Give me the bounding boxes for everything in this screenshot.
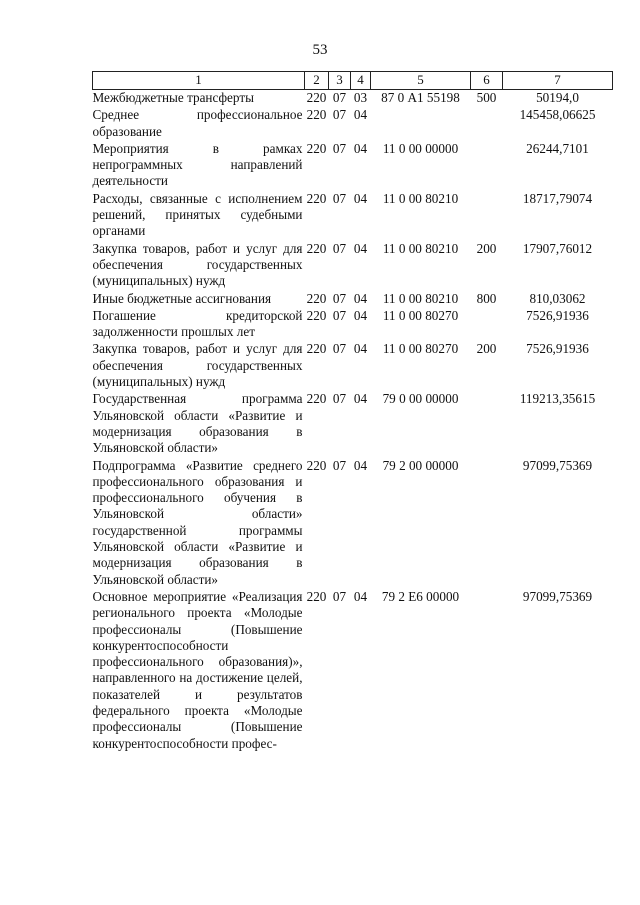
row-expense-type: 500 (476, 90, 497, 105)
row-target-article: 11 0 00 80210 (382, 240, 459, 256)
row-amount: 7526,91936 (526, 307, 589, 323)
table-row (93, 291, 613, 308)
row-ministry-code: 220 (306, 290, 327, 306)
row-subsection-code: 04 (353, 140, 368, 156)
row-expense-type: 800 (476, 290, 497, 306)
header-col-6: 6 (471, 72, 503, 90)
row-ministry-code: 220 (306, 190, 327, 206)
row-amount: 17907,76012 (522, 240, 593, 256)
row-subsection-code: 03 (353, 90, 368, 105)
row-ministry-code: 220 (306, 107, 327, 123)
row-amount: 26244,7101 (526, 140, 589, 156)
header-col-5: 5 (371, 72, 471, 90)
row-amount: 119213,35615 (519, 391, 596, 407)
row-target-article: 79 0 00 00000 (382, 391, 459, 407)
row-name: Среднее профессиональное образование (92, 107, 303, 139)
row-expense-type: 200 (476, 341, 497, 357)
row-target-article: 79 2 Е6 00000 (381, 588, 460, 604)
row-section-code: 07 (332, 457, 347, 473)
row-target-article (371, 107, 471, 141)
row-amount: 7526,91936 (526, 341, 589, 357)
header-col-7: 7 (503, 72, 613, 90)
row-name: Закупка товаров, работ и услуг для обеспечения государственных (муниципальных) нужд (92, 240, 303, 289)
header-col-4: 4 (351, 72, 371, 90)
page-number: 53 (312, 42, 328, 58)
table-row (93, 241, 613, 291)
row-expense-type (471, 458, 503, 589)
row-expense-type (471, 391, 503, 457)
row-subsection-code: 04 (353, 457, 368, 473)
row-subsection-code: 04 (353, 190, 368, 206)
row-section-code: 07 (332, 107, 347, 123)
table-row (93, 458, 613, 589)
row-name: Подпрограмма «Развитие среднего профессионального образования и профессионального обучения в Ульяновской области» государственной программы Ульяновской области «Развитие и модернизация образования в Ульяновской области» (92, 457, 303, 587)
row-expense-type: 200 (476, 240, 497, 256)
row-section-code: 07 (332, 307, 347, 323)
row-ministry-code: 220 (306, 307, 327, 323)
row-section-code: 07 (332, 140, 347, 156)
table-row (93, 308, 613, 342)
row-section-code: 07 (332, 588, 347, 604)
row-section-code: 07 (332, 240, 347, 256)
row-expense-type (471, 107, 503, 141)
row-subsection-code: 04 (353, 290, 368, 306)
row-section-code: 07 (332, 90, 347, 105)
row-ministry-code: 220 (306, 457, 327, 473)
row-section-code: 07 (332, 290, 347, 306)
header-col-1: 1 (93, 72, 305, 90)
row-ministry-code: 220 (306, 391, 327, 407)
row-section-code: 07 (332, 341, 347, 357)
table-row (93, 589, 613, 753)
row-subsection-code: 04 (353, 240, 368, 256)
header-col-2: 2 (305, 72, 329, 90)
row-name: Основное мероприятие «Реализация регионального проекта «Молодые профессионалы (Повышение конкурентоспособности профессионального образования)», направленного на достижение целей, показателей и результатов федерального проекта «Молодые профессионалы (Повышение конкурентоспособности профес- (92, 588, 303, 751)
table-row (93, 90, 613, 108)
row-expense-type (471, 308, 503, 342)
row-target-article: 87 0 А1 55198 (381, 90, 460, 105)
row-section-code: 07 (332, 391, 347, 407)
row-name: Погашение кредиторской задолженности прошлых лет (92, 307, 303, 340)
row-name: Расходы, связанные с исполнением решений, принятых судебными органами (92, 190, 303, 239)
table-row (93, 141, 613, 191)
row-ministry-code: 220 (306, 240, 327, 256)
row-amount: 97099,75369 (522, 588, 593, 604)
row-ministry-code: 220 (306, 341, 327, 357)
row-amount: 18717,79074 (522, 190, 593, 206)
row-subsection-code: 04 (353, 588, 368, 604)
row-name: Иные бюджетные ассигнования (92, 290, 272, 306)
row-target-article: 79 2 00 00000 (382, 457, 459, 473)
header-col-3: 3 (329, 72, 351, 90)
table-row (93, 391, 613, 457)
row-amount: 145458,06625 (519, 107, 596, 123)
row-amount: 97099,75369 (522, 457, 593, 473)
row-target-article: 11 0 00 80210 (382, 190, 459, 206)
row-target-article: 11 0 00 00000 (382, 140, 459, 156)
row-subsection-code: 04 (353, 307, 368, 323)
row-subsection-code: 04 (353, 107, 368, 123)
row-ministry-code: 220 (306, 140, 327, 156)
table-row (93, 107, 613, 141)
row-amount: 50194,0 (536, 90, 579, 105)
row-name: Государственная программа Ульяновской области «Развитие и модернизация образования в Ульяновской области» (92, 391, 303, 456)
row-amount: 810,03062 (529, 290, 586, 306)
table-row (93, 191, 613, 241)
budget-table-wrap (92, 71, 612, 753)
row-section-code: 07 (332, 190, 347, 206)
row-ministry-code: 220 (306, 588, 327, 604)
row-expense-type (471, 589, 503, 753)
row-expense-type (471, 191, 503, 241)
row-target-article: 11 0 00 80210 (382, 290, 459, 306)
row-name: Мероприятия в рамках непрограммных направлений деятельности (92, 140, 303, 189)
table-header-row (93, 72, 613, 90)
row-target-article: 11 0 00 80270 (382, 341, 459, 357)
row-ministry-code: 220 (306, 90, 327, 105)
table-row (93, 341, 613, 391)
row-name: Межбюджетные трансферты (92, 90, 254, 105)
row-subsection-code: 04 (353, 341, 368, 357)
budget-table (92, 71, 613, 753)
row-expense-type (471, 141, 503, 191)
row-subsection-code: 04 (353, 391, 368, 407)
row-target-article: 11 0 00 80270 (382, 307, 459, 323)
row-name: Закупка товаров, работ и услуг для обеспечения государственных (муниципальных) нужд (92, 341, 303, 390)
